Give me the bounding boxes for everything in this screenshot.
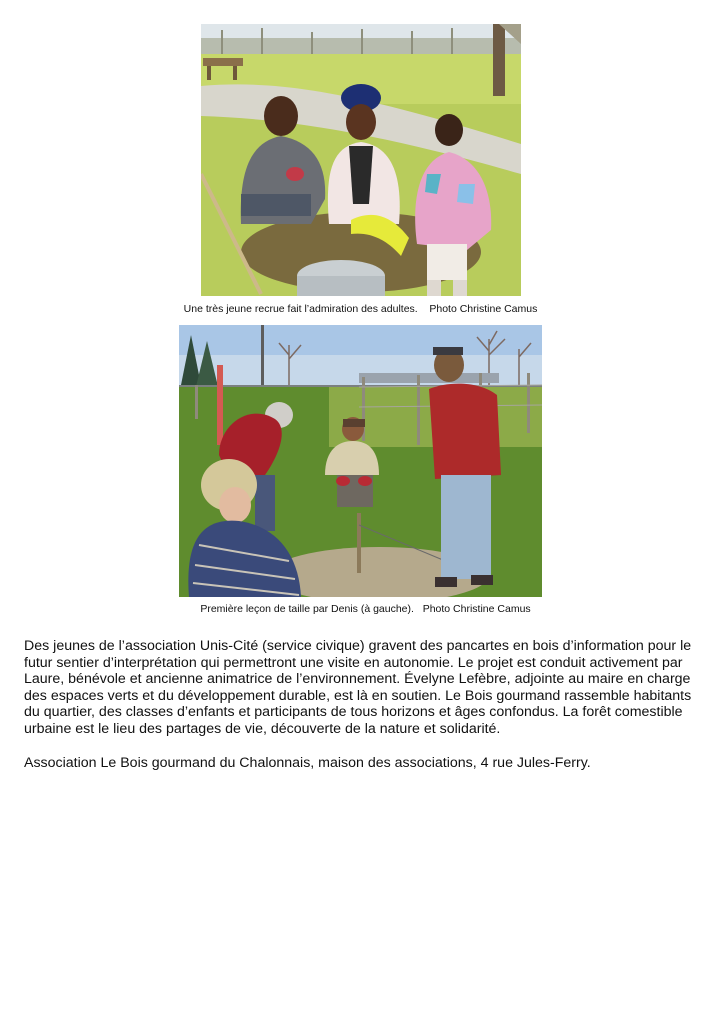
photo-pruning-lesson — [179, 325, 542, 597]
article-paragraph: Association Le Bois gourmand du Chalonnais, maison des associations, 4 rue Jules-Ferry. — [24, 755, 591, 771]
article-paragraph: Des jeunes de l’association Unis-Cité (service civique) gravent des pancartes en bois d’information pour le futur sentier d’interprétation qui permettront une visite en autonomie. Le projet est conduit activement par Laure, bénévole et ancienne animatrice de l’environnement. Évelyne Lefèbre, adjointe au maire en charge des espaces verts et du développement durable, est là en soutien. Le Bois gourmand rassemble habitants du quartier, des classes d’enfants et participants de tous horizons et âges confondus. La forêt comestible urbaine est le lieu des partages de vie, découverte de la nature et solidarité. — [24, 638, 692, 737]
photo-caption: Première leçon de taille par Denis (à gauche). Photo Christine Camus — [200, 603, 531, 615]
photo-caption: Une très jeune recrue fait l’admiration des adultes. Photo Christine Camus — [183, 303, 538, 315]
photo-family-planting — [201, 24, 521, 296]
